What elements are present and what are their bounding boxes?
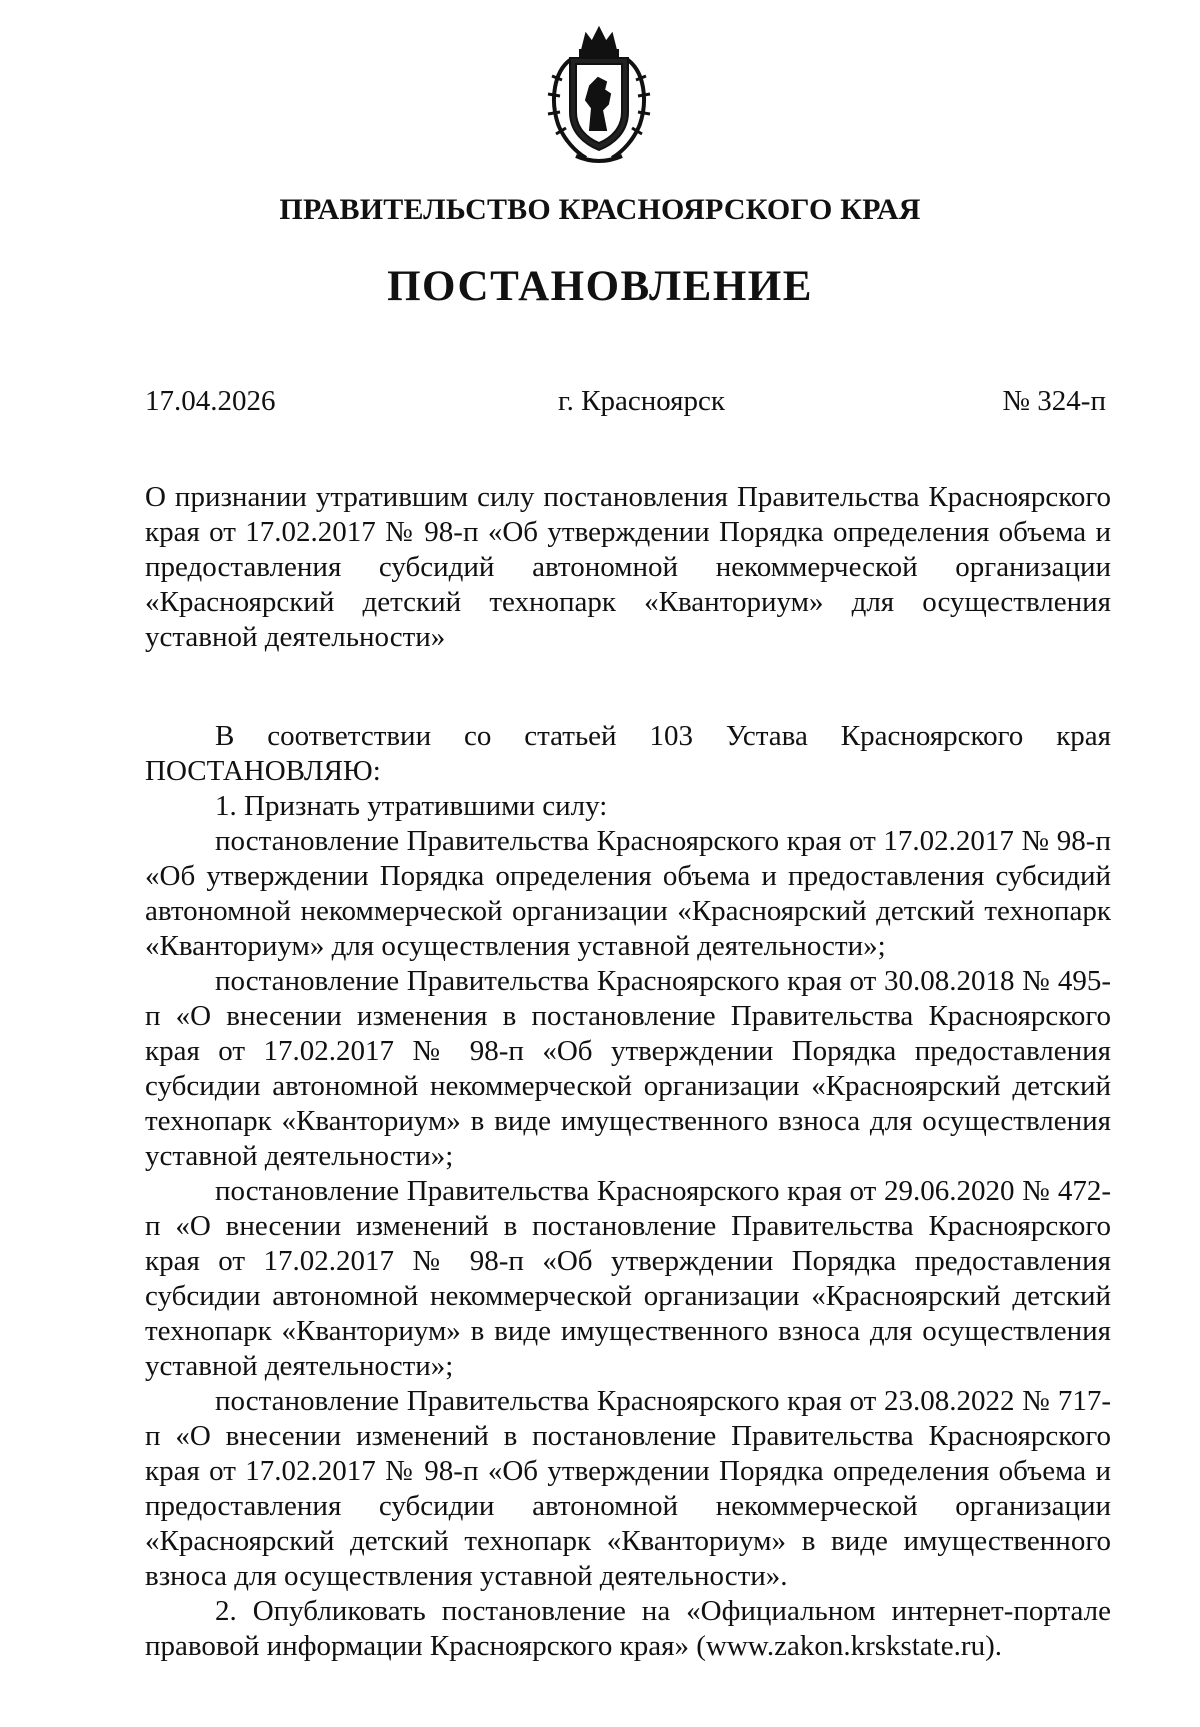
repealed-act-1: постановление Правительства Красноярского края от 17.02.2017 № 98-п «Об утверждении Порядка определения объема и предоставления субсидий автономной некоммерческой организации «Красноярский детский технопарк «Кванториум» для осуществления уставной деятельности»; (145, 825, 1111, 962)
document-body (145, 719, 1111, 1664)
repealed-act-4: постановление Правительства Красноярского края от 23.08.2022 № 717-п «О внесении изменений в постановление Правительства Красноярского края от 17.02.2017 № 98-п «Об утверждении Порядка определения объема и предоставления субсидии автономной некоммерческой организации «Красноярский детский технопарк «Кванториум» в виде имущественного взноса для осуществления уставной деятельности». (145, 1385, 1111, 1592)
document-date: 17.04.2026 (145, 385, 276, 417)
document-type: ПОСТАНОВЛЕНИЕ (387, 263, 813, 310)
item-1-heading: 1. Признать утратившими силу: (215, 790, 608, 822)
coat-of-arms-icon (540, 20, 658, 166)
preamble-line-1: В соответствии со статьей 103 Устава Красноярского края (215, 720, 1111, 752)
document-number: № 324-п (1002, 385, 1106, 417)
item-2-publish: 2. Опубликовать постановление на «Официальном интернет-портале правовой информации Красноярского края» (www.zakon.krskstate.ru). (145, 1595, 1111, 1662)
document-subject: О признании утратившим силу постановления Правительства Красноярского края от 17.02.2017 № 98-п «Об утверждении Порядка определения объема и предоставления субсидий автономной некоммерческой организации «Красноярский детский технопарк «Кванториум» для осуществления уставной деятельности» (145, 481, 1111, 653)
document-city: г. Красноярск (558, 385, 725, 417)
preamble-decree-word: ПОСТАНОВЛЯЮ: (145, 755, 381, 787)
repealed-act-3: постановление Правительства Красноярского края от 29.06.2020 № 472-п «О внесении изменений в постановление Правительства Красноярского края от 17.02.2017 № 98-п «Об утверждении Порядка предоставления субсидии автономной некоммерческой организации «Красноярский детский технопарк «Кванториум» в виде имущественного взноса для осуществления уставной деятельности»; (145, 1175, 1111, 1382)
repealed-act-2: постановление Правительства Красноярского края от 30.08.2018 № 495-п «О внесении изменения в постановление Правительства Красноярского края от 17.02.2017 № 98-п «Об утверждении Порядка предоставления субсидии автономной некоммерческой организации «Красноярский детский технопарк «Кванториум» в виде имущественного взноса для осуществления уставной деятельности»; (145, 965, 1111, 1172)
government-title: ПРАВИТЕЛЬСТВО КРАСНОЯРСКОГО КРАЯ (279, 193, 921, 226)
